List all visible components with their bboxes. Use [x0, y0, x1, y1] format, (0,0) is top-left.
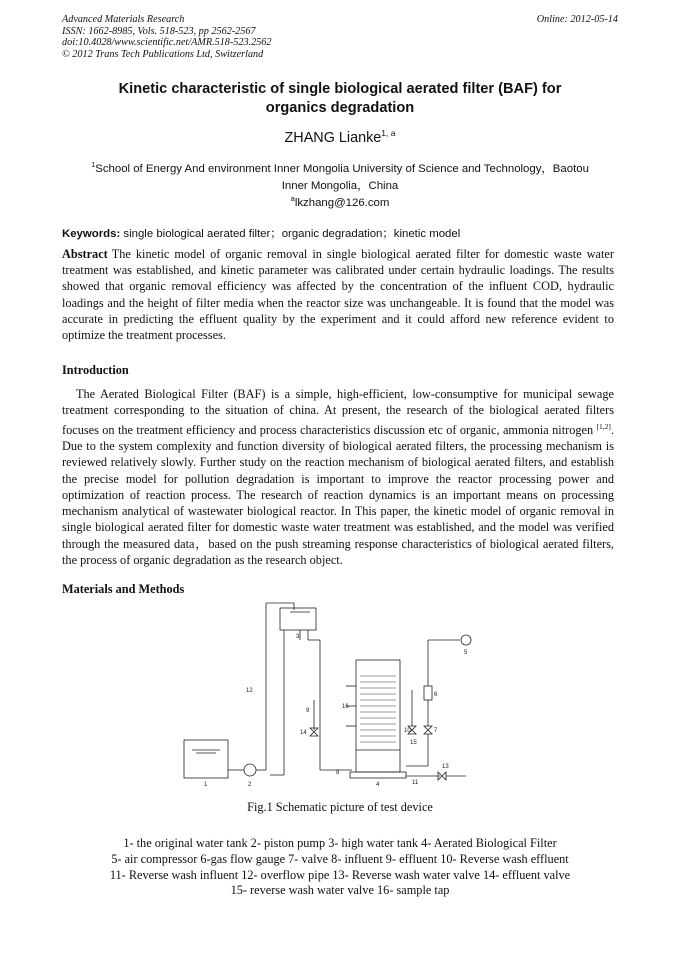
journal-doi: doi:10.4028/www.scientific.net/AMR.518-523.2562 — [62, 37, 272, 49]
keywords-text: single biological aerated filter；organic degradation；kinetic model — [123, 228, 461, 240]
intro-text-b: . Due to the system complexity and function diversity of biological aerated filters, the processing mechanism is reviewed relatively slowly. Further study on the reaction mechanism of biological aerated filters, and establish the precise model for pollution degradation is important to improve the reactor processing power and optimization of reaction process. The research of reaction dynamics is an important means on processing mechanism analytical of wastewater biological reactor. In This paper, the kinetic model of organic removal in single biological aerated filter for domestic waste water treatment was established, and the model was verified through the measured data，based on the push streaming response characteristics of biological aerated filters, the process of organic degradation as the research object. — [62, 422, 615, 568]
abstract-label: Abstract — [62, 247, 108, 261]
figure-legend — [62, 836, 618, 899]
label-10: 10 — [404, 728, 411, 734]
affiliation-line-2: Inner Mongolia，China — [281, 179, 399, 192]
label-8: 8 — [336, 770, 340, 776]
intro-heading: Introduction — [62, 363, 129, 377]
legend-line-1: 1- the original water tank 2- piston pump 3- high water tank 4- Aerated Biological Filter — [123, 836, 557, 850]
abstract-text: The kinetic model of organic removal in single biological aerated filter for domestic waste water treatment was established, and kinetic parameter was calibrated under certain hydraulic loadings. The results showed that organic removal efficiency was affected by the concentration of the influent COD, hydraulic loadings and the height of filter media when the reactor size was unchangeable. It is found that the model was accurate in predicting the effluent quality by the experiment and it could afford new reference evident to optimize the treatment processes. — [62, 247, 614, 343]
journal-name: Advanced Materials Research — [62, 14, 185, 25]
legend-line-3: 11- Reverse wash influent 12- overflow pipe 13- Reverse wash water valve 14- effluent valve — [109, 867, 571, 882]
label-16: 16 — [342, 704, 349, 710]
legend-line-4: 15- reverse wash water valve 16- sample tap — [230, 883, 450, 898]
author-name: ZHANG Lianke — [284, 129, 382, 146]
journal-copyright: © 2012 Trans Tech Publications Ltd, Switzerland — [62, 48, 264, 60]
affiliation-sup: 1 — [91, 160, 96, 169]
label-4: 4 — [376, 782, 380, 788]
air-compressor — [461, 635, 471, 645]
gas-flow-gauge — [424, 686, 432, 700]
schematic-diagram — [170, 600, 510, 790]
legend-line-2: 5- air compressor 6-gas flow gauge 7- valve 8- influent 9- effluent 10- Reverse wash effluent — [111, 851, 569, 866]
paper-title — [62, 80, 618, 118]
affiliation — [62, 156, 618, 195]
schematic-figure — [170, 600, 510, 790]
figure-caption: Fig.1 Schematic picture of test device — [247, 800, 433, 814]
intro-body — [62, 386, 614, 568]
abstract — [62, 246, 614, 343]
title-line-2: organics degradation — [265, 100, 415, 116]
author — [62, 128, 618, 146]
label-9: 9 — [306, 708, 310, 714]
title-line-1: Kinetic characteristic of single biological aerated filter (BAF) for — [118, 81, 562, 97]
keywords-label: Keywords: — [62, 228, 121, 240]
author-email — [62, 194, 618, 209]
label-13: 13 — [442, 764, 449, 770]
label-2: 2 — [248, 782, 252, 788]
label-12: 12 — [246, 688, 253, 694]
email-text: lkzhang@126.com — [294, 196, 390, 209]
label-15: 15 — [410, 740, 417, 746]
affiliation-line-1: School of Energy And environment Inner Mongolia University of Science and Technology，Baotou — [95, 162, 589, 175]
high-water-tank — [280, 608, 316, 630]
label-6: 6 — [434, 692, 438, 698]
journal-issn: ISSN: 1662-8985, Vols. 518-523, pp 2562-2567 — [62, 25, 256, 37]
author-sup: 1, a — [381, 128, 396, 138]
label-14: 14 — [300, 730, 307, 736]
filter-base — [350, 772, 406, 778]
piston-pump — [244, 764, 256, 776]
methods-heading: Materials and Methods — [62, 582, 185, 596]
label-3: 3 — [296, 634, 300, 640]
email-sup: a — [290, 194, 295, 203]
air-valve — [424, 726, 432, 734]
filter-media — [360, 676, 396, 742]
label-7: 7 — [434, 728, 438, 734]
intro-text-a: The Aerated Biological Filter (BAF) is a simple, high-efficient, low-consumptive for municipal sewage treatment corresponding to the situation of china. At present, the research of the biological aerated filters focuses on the treatment efficiency and process characteristics discussion etc of organic, ammonia nitrogen — [62, 387, 614, 437]
label-1: 1 — [204, 782, 208, 788]
keywords — [62, 225, 618, 241]
label-11: 11 — [412, 780, 419, 786]
intro-citation: [1,2] — [596, 421, 611, 431]
label-5: 5 — [464, 650, 468, 656]
original-water-tank — [184, 740, 228, 778]
aerated-biological-filter — [356, 660, 400, 772]
journal-header — [62, 14, 618, 60]
online-date: Online: 2012-05-14 — [536, 14, 618, 25]
